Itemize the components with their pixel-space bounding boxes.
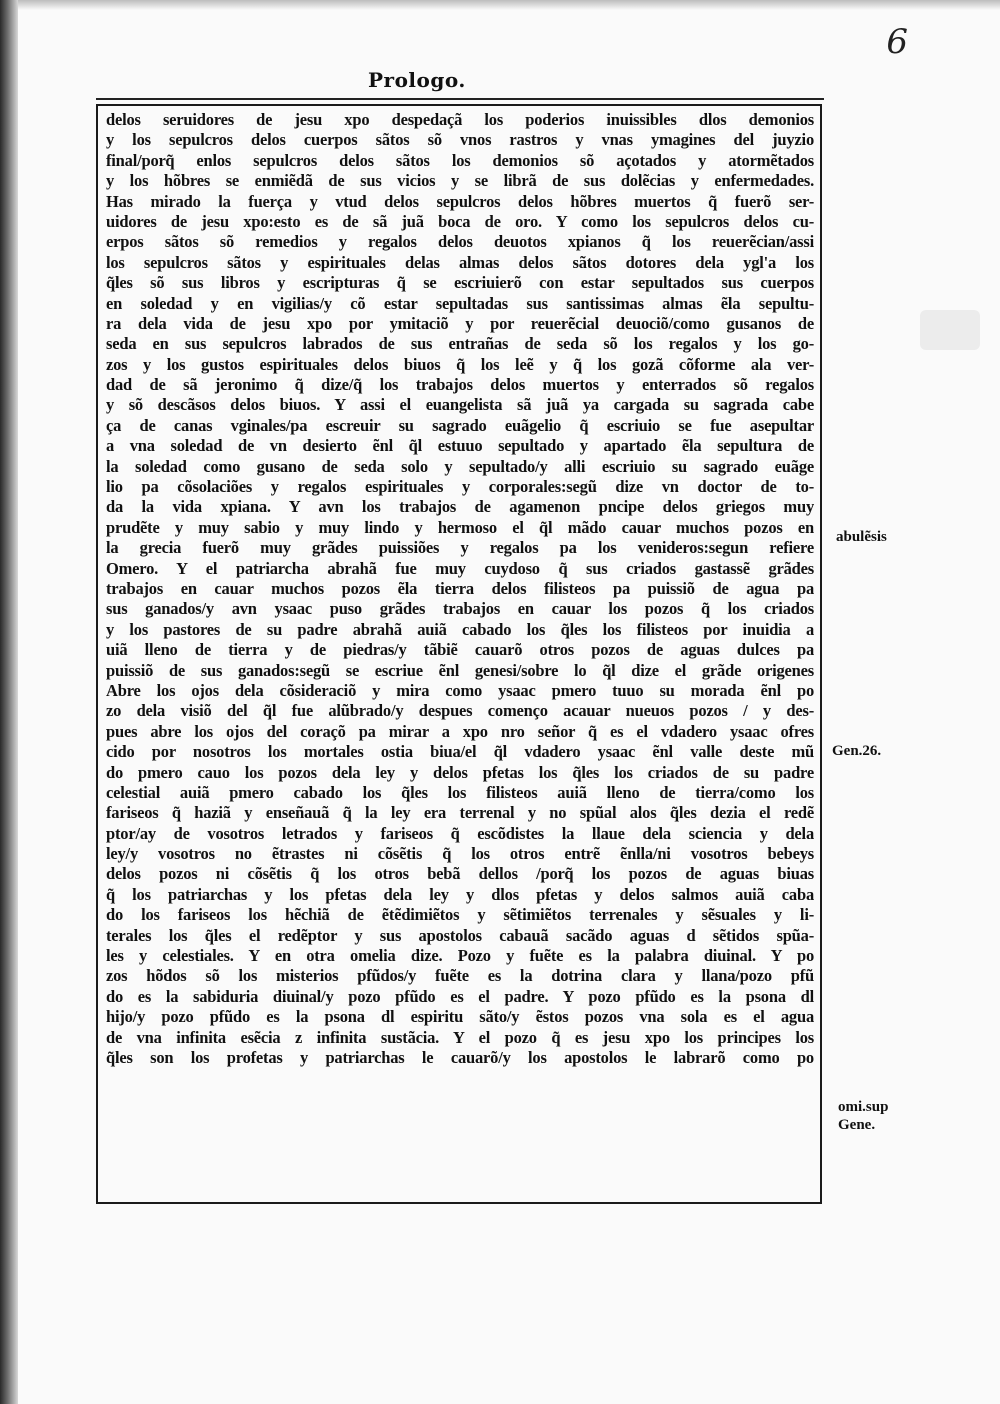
- text-line: puissiõ de sus ganados:segũ se escriue ẽnl genesi/sobre lo q̃l dize el grãde origenes: [106, 660, 814, 680]
- text-line: y los sepulcros delos cuerpos sãtos sõ vnos rastros y vnas ymagines del juyzio: [106, 130, 814, 150]
- text-line: zos y los gustos espirituales delos biuos q̃ los leẽ y q̃ los gozã cõforme ala ver-: [106, 354, 814, 374]
- text-line: a vna soledad de vn desierto ẽnl q̃l estuuo sepultado y apartado ẽla sepultura de: [106, 436, 814, 456]
- text-line: erpos sãtos sõ remedios y regalos delos deuotos xpianos q̃ los reuerẽcian/assi: [106, 232, 814, 252]
- text-line: dad de sã jeronimo q̃ dize/q̃ los trabajos delos muertos y enterrados sõ regalos: [106, 375, 814, 395]
- text-line: do los fariseos los hẽchiã de ẽtẽdimiẽtos y sẽtimiẽtos terrenales y sẽsuales y li-: [106, 905, 814, 925]
- text-line: en soledad y en vigilias/y cõ estar sepultadas sus santissimas almas ẽla sepultu-: [106, 293, 814, 313]
- text-line: delos pozos ni cõsẽtis q̃ los otros bebã dellos /porq̃ los pozos de aguas biuas: [106, 864, 814, 884]
- text-line: y sõ descãsos delos biuos. Y assi el euangelista sã juã ya cargada su sagrada cabe: [106, 395, 814, 415]
- text-line: ley/y vosotros no ẽtrastes ni cõsẽtis q̃ los otros entrẽ ẽnlla/ni vosotros bebeys: [106, 844, 814, 864]
- text-line: de vna infinita esẽcia z infinita sustãcia. Y el pozo q̃ es jesu xpo los principes los: [106, 1027, 814, 1047]
- text-line: zo dela visiõ del q̃l fue alũbrado/y despues començo acauar nueuos pozos / y des-: [106, 701, 814, 721]
- text-line: lio pa cõsolaciões y regalos espirituales y corporales:segũ dize vn doctor de to-: [106, 477, 814, 497]
- folio-number: 6: [886, 22, 908, 62]
- text-line: seda en sus sepulcros labrados de sus entrañas de seda sõ los regalos y los go-: [106, 334, 814, 354]
- text-line: sus ganados/y avn ysaac puso grãdes trabajos en cauar los pozos q̃ los criados: [106, 599, 814, 619]
- text-line: celestial auiã pmero cabado los q̃les los filisteos auiã lleno de tierra/como los: [106, 782, 814, 802]
- text-line: da la vida xpiana. Y avn los trabajos de agamenon pncipe delos griegos muy: [106, 497, 814, 517]
- text-line: final/porq̃ enlos sepulcros delos sãtos los demonios sõ açotados y atormẽtados: [106, 150, 814, 170]
- text-line: trabajos en cauar muchos pozos ẽla tierra delos filisteos pa puissiõ de agua pa: [106, 578, 814, 598]
- text-line: delos seruidores de jesu xpo despedaçã los poderios inuissibles dlos demonios: [106, 110, 814, 129]
- text-line: prudẽte y muy sabio y muy lindo y hermoso el q̃l mãdo cauar muchos pozos en: [106, 517, 814, 537]
- text-line: ra dela vida de jesu xpo por ymitaciõ y por reuerẽcial deuociõ/como gusanos de: [106, 313, 814, 333]
- running-head: Prologo.: [368, 68, 466, 92]
- text-line: ça de canas vginales/pa escreuir su sagrado euãgelio q̃ escriuio se fue asepultar: [106, 415, 814, 435]
- text-line: y los hõbres se enmiẽdã de sus vicios y se librã de sus dolẽcias y enfermedades.: [106, 171, 814, 191]
- text-line: la grecia fuerõ muy grãdes puissiões y regalos pa los venideros:segun refiere: [106, 538, 814, 558]
- text-line: cido por nosotros los mortales ostia biua/el q̃l vdadero ysaac ẽnl valle deste mũ: [106, 742, 814, 762]
- text-line: q̃les son los profetas y patriarchas le cauarõ/y los apostolos le labrarõ como po: [106, 1047, 814, 1067]
- head-rule: [96, 98, 824, 100]
- marginal-note-genesis: Gen.26.: [832, 743, 882, 759]
- text-line: uiã lleno de tierra y de piedras/y tãbiẽ cauarõ otros pozos de aguas dulces pa: [106, 640, 814, 660]
- text-line: [106, 1068, 814, 1088]
- marginal-note-homily: [838, 1098, 888, 1134]
- top-shadow: [18, 0, 1000, 10]
- text-line: la soledad como gusano de seda solo y sepultado/y alli escriuio su sagrado euãge: [106, 456, 814, 476]
- text-line: do pmero cauo los pozos dela ley y delos pfetas los q̃les los criados de su padre: [106, 762, 814, 782]
- text-line: los sepulcros sãtos y espirituales delas almas delos sãtos dotores dela ygl'a los: [106, 252, 814, 272]
- text-line: Has mirado la fuerça y vtud delos sepulcros delos hõbres muertos q̃ fuerõ ser-: [106, 191, 814, 211]
- text-line: y los pastores de su padre abrahã auiã cabado los q̃les los filisteos por inuidia a: [106, 619, 814, 639]
- text-line: q̃les sõ sus libros y escripturas q̃ se escriuierõ con estar sepultados sus cuerpos: [106, 273, 814, 293]
- text-block: [96, 104, 822, 1204]
- text-line: zos hõdos sõ los misterios pfũdos/y fuẽte es la dotrina clara y llana/pozo pfũ: [106, 966, 814, 986]
- marginal-note-abulensis: abulẽsis: [836, 529, 887, 545]
- paper-stain: [920, 310, 980, 350]
- text-line: uidores de jesu xpo:esto es de sã juã boca de oro. Y como los sepulcros delos cu-: [106, 211, 814, 231]
- marginal-note-homily-line2: Gene.: [838, 1117, 876, 1133]
- text-line: hijo/y pozo pfũdo es la psona dl espiritu sãto/y ẽstos pozos vna sola es el agua: [106, 1007, 814, 1027]
- text-line: Omero. Y el patriarcha abrahã fue muy cuydoso q̃ sus criados gastassẽ grãdes: [106, 558, 814, 578]
- binding-edge: [0, 0, 18, 1404]
- text-line: fariseos q̃ haziã y enseñauã q̃ la ley era terrenal y no spũal alos q̃les dezia el redẽ: [106, 803, 814, 823]
- text-line: Abre los ojos dela cõsideraciõ y mira como ysaac pmero tuuo su morada ẽnl po: [106, 680, 814, 700]
- text-line: pues abre los ojos del coraçõ pa mirar a xpo nro señor q̃ es el vdadero ysaac ofres: [106, 721, 814, 741]
- text-line: les y celestiales. Y en otra omelia dize. Pozo y fuẽte es la palabra diuinal. Y po: [106, 946, 814, 966]
- text-line: ptor/ay de vosotros letrados y fariseos q̃ escõdistes la llaue dela sciencia y dela: [106, 823, 814, 843]
- text-line: terales los q̃les el redẽptor y sus apostolos cabauã sacãdo aguas d sẽtidos spũa-: [106, 925, 814, 945]
- text-line: do es la sabiduria diuinal/y pozo pfũdo es el padre. Y pozo pfũdo es la psona dl: [106, 986, 814, 1006]
- text-line: q̃ los patriarchas y los pfetas dela ley y dlos pfetas y delos salmos auiã caba: [106, 884, 814, 904]
- marginal-note-homily-line1: omi.sup: [838, 1099, 889, 1115]
